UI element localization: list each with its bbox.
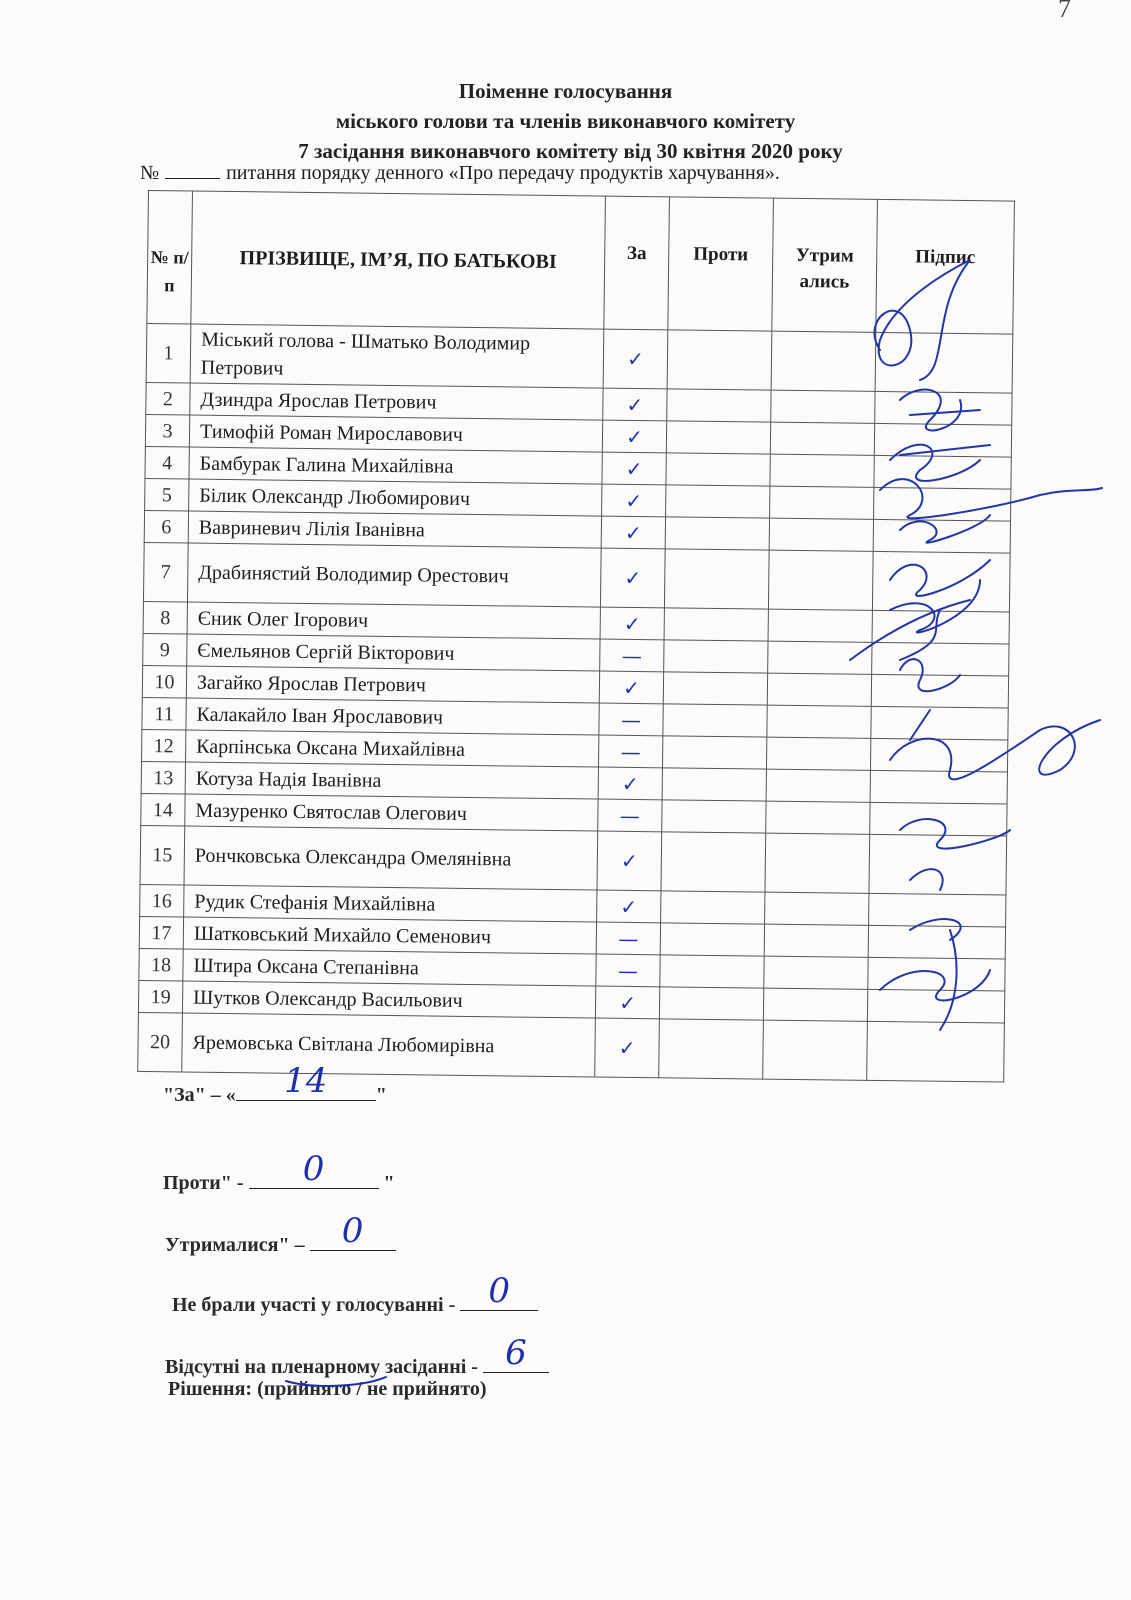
row-vote-for: ✓ — [597, 890, 661, 923]
row-signature — [873, 519, 1010, 553]
header-title: Поіменне голосування — [458, 79, 673, 103]
row-vote-for: — — [600, 639, 664, 672]
row-vote-for: — — [596, 954, 660, 987]
row-name: Ємельянов Сергій Вікторович — [187, 634, 600, 671]
row-signature — [874, 487, 1011, 521]
summary-decision — [168, 1378, 487, 1401]
agenda-question — [140, 162, 780, 185]
row-number: 6 — [144, 510, 188, 543]
row-number: 3 — [145, 414, 189, 447]
row-vote-for: ✓ — [597, 831, 662, 891]
row-signature — [870, 802, 1007, 836]
row-vote-abstained — [767, 673, 871, 706]
row-signature — [870, 738, 1007, 772]
header-meeting: 7 засідання виконавчого комітету від 30 квітня 2020 року — [298, 139, 843, 163]
row-vote-for: ✓ — [595, 986, 659, 1019]
row-vote-abstained — [763, 988, 867, 1021]
summary-absent-label: Відсутні на пленарному засіданні - — [165, 1356, 478, 1378]
row-vote-against — [666, 453, 770, 486]
decision-underline-mark — [282, 1357, 390, 1387]
summary-against-close: " — [383, 1172, 395, 1194]
row-name: Дзиндра Ярослав Петрович — [190, 383, 603, 420]
row-vote-against — [663, 704, 767, 737]
question-number-sign: № — [140, 162, 160, 184]
row-number: 18 — [139, 948, 183, 981]
row-signature — [872, 551, 1010, 612]
summary-absent — [165, 1333, 549, 1379]
row-vote-against — [660, 955, 764, 988]
row-vote-against — [664, 608, 768, 641]
row-name: Вавриневич Лілія Іванівна — [188, 511, 601, 548]
row-name: Яремовська Світлана Любомирівна — [182, 1013, 596, 1077]
question-text: питання порядку денного «Про передачу продуктів харчування». — [226, 162, 780, 184]
question-number-blank — [165, 162, 220, 179]
row-signature — [869, 893, 1006, 927]
row-vote-abstained — [765, 892, 869, 925]
header-name: ПРІЗВИЩЕ, ІМ’Я, ПО БАТЬКОВІ — [191, 191, 606, 329]
row-name: Єник Олег Ігорович — [187, 602, 600, 639]
summary-abstained-label: Утрималися" – — [165, 1234, 305, 1256]
row-vote-for: ✓ — [603, 329, 668, 389]
summary-against-value: 0 — [302, 1149, 325, 1189]
row-vote-abstained — [768, 550, 873, 610]
summary-against-label: Проти" - — [163, 1172, 244, 1194]
row-signature — [875, 332, 1013, 393]
row-signature — [868, 925, 1005, 959]
table-row — [146, 323, 1013, 393]
table-row — [143, 542, 1010, 612]
row-vote-against — [667, 330, 772, 390]
table-header-row — [147, 191, 1015, 335]
row-vote-abstained — [770, 422, 874, 455]
row-vote-against — [661, 891, 765, 924]
voting-rows — [138, 323, 1013, 1082]
row-signature — [871, 674, 1008, 708]
summary-for-close: " — [375, 1084, 387, 1106]
row-name: Загайко Ярослав Петрович — [186, 666, 599, 703]
row-name: Рудик Стефанія Михайлівна — [184, 885, 597, 922]
row-number: 9 — [143, 633, 187, 666]
row-name: Рончковська Олександра Омелянівна — [184, 826, 598, 890]
row-vote-against — [665, 517, 769, 550]
row-signature — [868, 957, 1005, 991]
summary-not-voted-field — [460, 1271, 538, 1311]
page-number: 7 — [1058, 0, 1071, 23]
header-against: Проти — [668, 197, 774, 331]
row-vote-abstained — [766, 801, 870, 834]
row-name: Шатковський Михайло Семенович — [183, 917, 596, 954]
row-number: 19 — [138, 980, 182, 1013]
row-name: Бамбурак Галина Михайлівна — [189, 447, 602, 484]
row-number: 2 — [146, 382, 190, 415]
row-vote-abstained — [768, 609, 872, 642]
row-signature — [867, 1021, 1005, 1082]
row-vote-for: ✓ — [602, 484, 666, 517]
summary-not-voted-value: 0 — [488, 1271, 511, 1311]
table-row — [140, 825, 1007, 895]
row-signature — [874, 455, 1011, 489]
summary-abstained-value: 0 — [341, 1211, 364, 1251]
row-vote-for: ✓ — [599, 671, 663, 704]
row-name: Шутков Олександр Васильович — [182, 981, 595, 1018]
summary-for-field — [236, 1061, 376, 1101]
row-vote-for: ✓ — [602, 420, 666, 453]
row-number: 20 — [138, 1012, 183, 1072]
row-vote-against — [662, 736, 766, 769]
header-for: За — [604, 196, 670, 330]
row-number: 5 — [145, 478, 189, 511]
row-number: 10 — [142, 665, 186, 698]
row-name: Тимофій Роман Мирославович — [189, 415, 602, 452]
row-number: 13 — [141, 761, 185, 794]
row-number: 11 — [142, 697, 186, 730]
summary-decision-options: (прийнято / не прийнято) — [257, 1378, 487, 1400]
row-number: 4 — [145, 446, 189, 479]
header-signature: Підпис — [876, 199, 1015, 334]
row-signature — [867, 989, 1004, 1023]
row-name: Міський голова - Шматько Володимир Петрович — [190, 324, 604, 388]
row-name: Калакайло Іван Ярославович — [186, 698, 599, 735]
row-name: Котуза Надія Іванівна — [185, 762, 598, 799]
row-vote-against — [663, 672, 767, 705]
row-vote-abstained — [764, 924, 868, 957]
row-number: 17 — [139, 916, 183, 949]
row-signature — [870, 770, 1007, 804]
row-vote-for: ✓ — [602, 452, 666, 485]
row-vote-abstained — [768, 641, 872, 674]
row-vote-against — [667, 389, 771, 422]
row-number: 15 — [140, 825, 185, 885]
row-vote-against — [664, 549, 769, 609]
row-signature — [872, 610, 1009, 644]
row-name: Білик Олександр Любомирович — [189, 479, 602, 516]
summary-abstained — [165, 1211, 396, 1257]
row-vote-abstained — [766, 769, 870, 802]
row-name: Мазуренко Святослав Олегович — [185, 794, 598, 831]
row-name: Драбинястий Володимир Орестович — [187, 543, 601, 607]
row-vote-abstained — [769, 518, 873, 551]
summary-abstained-field — [310, 1211, 396, 1251]
row-vote-abstained — [771, 390, 875, 423]
summary-not-voted-label: Не брали участі у голосуванні - — [172, 1294, 456, 1316]
row-vote-against — [662, 768, 766, 801]
summary-absent-field — [483, 1333, 549, 1373]
document-header — [0, 76, 1131, 166]
table-row — [138, 1012, 1005, 1082]
row-vote-for: ✓ — [603, 388, 667, 421]
row-vote-abstained — [767, 705, 871, 738]
row-name: Карпінська Оксана Михайлівна — [186, 730, 599, 767]
row-vote-for: ✓ — [601, 516, 665, 549]
row-vote-abstained — [763, 1020, 868, 1080]
row-vote-for: — — [596, 922, 660, 955]
row-vote-against — [666, 421, 770, 454]
header-number: № п/ п — [147, 191, 193, 325]
row-signature — [875, 391, 1012, 425]
row-name: Штира Оксана Степанівна — [183, 949, 596, 986]
row-vote-against — [661, 832, 766, 892]
row-vote-abstained — [770, 454, 874, 487]
row-number: 1 — [146, 323, 191, 383]
row-vote-against — [660, 923, 764, 956]
summary-not-voted — [172, 1271, 538, 1317]
row-number: 12 — [142, 729, 186, 762]
row-vote-abstained — [765, 833, 870, 893]
header-subtitle: міського голови та членів виконавчого комітету — [335, 109, 796, 133]
row-number: 8 — [143, 601, 187, 634]
row-vote-for: — — [598, 799, 662, 832]
summary-for-label: "За" – « — [163, 1084, 236, 1106]
row-signature — [872, 642, 1009, 676]
voting-table — [137, 190, 1015, 1083]
summary-against — [163, 1149, 395, 1195]
row-signature — [874, 423, 1011, 457]
row-vote-abstained — [766, 737, 870, 770]
summary-for — [163, 1061, 387, 1107]
header-abstained: Утрим ались — [772, 198, 878, 332]
row-vote-for: — — [599, 703, 663, 736]
row-vote-against — [666, 485, 770, 518]
row-signature — [869, 834, 1007, 895]
summary-decision-label: Рішення: — [168, 1378, 253, 1400]
row-vote-for: ✓ — [595, 1018, 660, 1078]
summary-absent-value: 6 — [505, 1333, 527, 1373]
row-number: 16 — [140, 884, 184, 917]
row-vote-against — [664, 640, 768, 673]
row-vote-for: ✓ — [600, 607, 664, 640]
row-vote-against — [659, 987, 763, 1020]
row-vote-against — [662, 800, 766, 833]
row-vote-for: ✓ — [600, 548, 665, 608]
row-signature — [871, 706, 1008, 740]
row-number: 7 — [143, 542, 188, 602]
summary-for-value: 14 — [284, 1061, 328, 1101]
row-vote-for: ✓ — [598, 767, 662, 800]
row-vote-for: — — [598, 735, 662, 768]
row-vote-abstained — [764, 956, 868, 989]
row-number: 14 — [141, 793, 185, 826]
summary-against-field — [249, 1149, 379, 1189]
row-vote-abstained — [770, 486, 874, 519]
row-vote-abstained — [771, 331, 876, 391]
row-vote-against — [659, 1019, 764, 1079]
